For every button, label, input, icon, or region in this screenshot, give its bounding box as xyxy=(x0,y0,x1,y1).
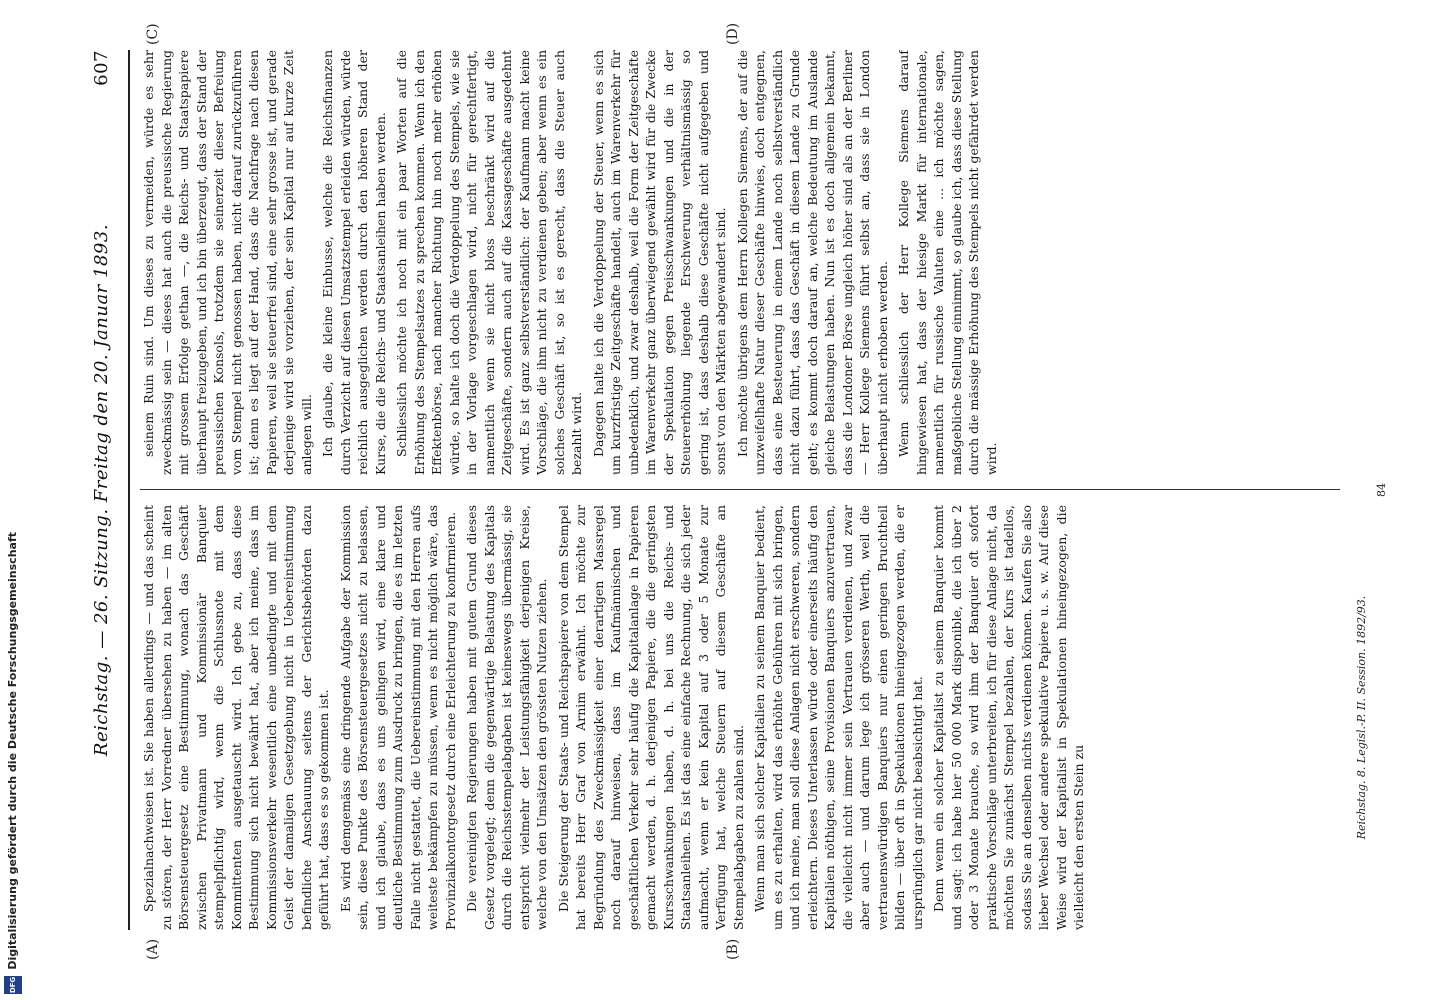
marker-d: (D) xyxy=(725,22,741,45)
paragraph: Dagegen halte ich die Verdoppelung der Steuer, wenn es sich um kurzfristige Zeitgeschäfte handelt, auch im Warenverkehr für unbedenklich, und zwar deshalb, weil die Form der Zeitgeschäfte im Warenverkehr ganz überwiegend gewählt wird für die Zwecke der Spekulation gegen Preisschwankungen und die in der Steuererhöhung liegende Erschwerung verhältnismässig so gering ist, dass deshalb diese Geschäfte nicht aufgegeben und sonst von den Märkten abgewandert sind. xyxy=(590,50,728,475)
signature-mark: 84 xyxy=(1375,483,1388,497)
digitisation-note xyxy=(0,0,26,1000)
paragraph: Es wird demgemäss eine dringende Aufgabe der Kommission sein, diese Punkte des Börsensteuergesetzes nicht zu belassen, und ich glaube, dass es uns gelingen wird, eine klare und deutliche Bestimmung zum Ausdruck zu bringen, die es im letzten Falle nicht gestattet, die Uebereinstimmung mit den Herren aufs weiteste bekämpfen zu müssen, wenn es nicht möglich wäre, das Provinzialkontorgesetz durch eine Erleichterung zu konfirmieren. xyxy=(337,505,458,930)
paragraph: Die Steigerung der Staats- und Reichspapiere von dem Stempel hat bereits Herr Graf von Arnim erwähnt. Ich möchte zur Begründung des Zweckmässigkeit einer derartigen Massregel noch darauf hinweisen, dass im Kaufmännischen und geschäftlichen Verkehr sehr häufig die Kapitalanlage in Papieren gemacht werden, d. h. derjenigen Papiere, die die geringsten Kursschwankungen haben, d. h. bei uns die Reichs- und Staatsanleihen. Es ist das eine einfache Rechnung, die sich jeder aufmacht, wenn er kein Kapital auf 3 oder 5 Monate zur Verfügung hat, welche Steuern auf diesem Geschäfte an Stempelabgaben zu zahlen sind. xyxy=(555,505,746,930)
marker-b: (B) xyxy=(725,938,741,960)
header-title: Reichstag. — 26. Sitzung. Freitag den 20. Januar 1893. xyxy=(90,223,112,757)
marker-a: (A) xyxy=(145,938,161,960)
paragraph: Spezialnachweisen ist. Sie haben allerdings — und das scheint zu stören, der Herr Vorredner übersehen zu haben — im alten Börsensteuergesetz eine Bestimmung, wonach das Geschäft zwischen Privatmann und Kommissionär Banquier stempelpflichtig wird, wenn die Schlussnote mit dem Kommittenten ausgetauscht wird. Ich gebe zu, dass diese Bestimmung sich nicht bewährt hat, aber ich meine, dass im Kommissionsverkehr wesentlich eine unbedingte und mit dem Geist der damaligen Gesetzgebung nicht in Uebereinstimmung befindliche Anschauung seitens der Gerichtsbehörden dazu geführt hat, dass es so gekommen ist. xyxy=(141,505,331,930)
paragraph: Die vereinigten Regierungen haben mit gutem Grund dieses Gesetz vorgelegt; denn die gegenwärtige Belastung des Kapitals durch die Reichsstempelabgaben ist keineswegs übermässig, sie entspricht vielmehr der Leistungsfähigkeit derjenigen Kreise, welche von den Umsätzen den grössten Nutzen ziehen. xyxy=(464,505,549,930)
paragraph: Ich möchte übrigens dem Herrn Kollegen Siemens, der auf die unzweifelhafte Natur dieser Geschäfte hinwies, doch entgegnen, dass eine Besteuerung in einem Lande noch selbstverständlich nicht dazu führt, dass das Geschäft in diesem Lande zu Grunde geht; es kommt doch darauf an, welche Bedeutung im Auslande gleiche Belastungen haben. Nun ist es doch allgemein bekannt, dass die Londoner Börse ungleich höher sind als an der Berliner — Herr Kollege Siemens führt selbst an, dass sie in London überhaupt nicht erhoben werden. xyxy=(734,50,890,475)
text-column-left xyxy=(140,505,1340,930)
header-rule xyxy=(128,50,130,930)
page-header xyxy=(80,50,122,930)
session-footnote: Reichstag. 8. Legisl.-P. II. Session. 1892/93. xyxy=(1355,595,1368,840)
text-column-right xyxy=(140,50,1340,475)
digitisation-text: Digitalisierung gefördert durch die Deutsche Forschungsgemeinschaft xyxy=(6,532,19,970)
paragraph: Wenn schliesslich der Herr Kollege Siemens darauf hingewiesen hat, dass der hiesige Markt für internationale, namentlich für russische Valuten eine ... ich möchte sagen, maßgebliche Stellung einnimmt, so glaube ich, dass diese Stellung durch die mässige Erhöhung des Stempels nicht gefährdet werden wird. xyxy=(896,50,999,475)
paragraph: Denn wenn ein solcher Kapitalist zu seinem Banquier kommt und sagt: ich habe hier 50 000 Mark disponible, die ich über 2 oder 3 Monate brauche, so wird ihm der Banquier oft sofort praktische Vorschläge unterbreiten, ich für diese Anlage nicht, da möchten Sie zunächst Stempel bezahlen, der Kurs ist tadellos, sodass Sie an denselben nichts verdienen können. Kaufen Sie also lieber Wechsel oder andere spekulative Papiere u. s. w. Auf diese Weise wird der Kapitalist in Spekulationen hineingezogen, die vielleicht den ersten Stein zu xyxy=(931,505,1086,930)
page-number: 607 xyxy=(90,50,112,86)
paragraph: Wenn man sich solcher Kapitalien zu seinem Banquier bedient, um es zu erhalten, wird das erhöhte Gebühren mit sich bringen, und ich meine, man soll diese Anlagen nicht erschweren, sondern erleichtern. Dieses Unterlassen würde oder einerseits häufig den Kapitalien nöthigen, seine Provisionen Banquiers anzuvertrauen, die vielleicht nicht immer sein Vertrauen verdienen, und zwar aber auch — und darum lege ich grösseren Werth, weil die vertrauenswürdigen Banquiers nur einen geringen Bruchtheil bilden — über oft in Spekulationen hineingezogen werden, die er ursprünglich gar nicht beabsichtigt hat. xyxy=(752,505,925,930)
marker-c: (C) xyxy=(145,23,161,45)
paragraph: Ich glaube, die kleine Einbusse, welche die Reichsfinanzen durch Verzicht auf diesen Umsatzstempel erleiden würden, würde reichlich ausgeglichen werden durch den höheren Stand der Kurse, die die Reichs- und Staatsanleihen haben werden. xyxy=(320,50,388,475)
paragraph: Schliesslich möchte ich noch mit ein paar Worten auf die Erhöhung des Stempelsatzes zu sprechen kommen. Wenn ich den Effektenbörse, nach mancher Richtung hin noch mehr erhöhen würde, so halte ich doch die Verdoppelung des Stempels, wie sie in der Vorlage vorgeschlagen wird, nicht für gerechtfertigt, namentlich wenn sie nicht bloss beschränkt wird auf die Zeitgeschäfte, sondern auch auf die Kassageschäfte ausgedehnt wird. Es ist ganz selbstverständlich: der Kaufmann macht keine Vorschläge, die ihm nicht zu verdienen geben; aber wenn es ein solches Geschäft ist, so ist es gerecht, dass die Steuer auch bezahlt wird. xyxy=(394,50,584,475)
paragraph: seinem Ruin sind. Um dieses zu vermeiden, würde es sehr zweckmässig sein — dieses hat auch die preussische Regierung mit grossem Erfolge gethan —, die Reichs- und Staatspapiere überhaupt freizugeben, und ich bin überzeugt, dass der Stand der preussischen Konsols, trotzdem sie seinerzeit dieser Befreiung vom Stempel nicht genossen haben, nicht darauf zurückzuführen ist; denn es liegt auf der Hand, dass die Nachfrage nach diesen Papieren, weil sie steuerfrei sind, eine sehr grosse ist, und gerade derjenige wird sie vorziehen, der sein Kapital nur auf kurze Zeit anlegen will. xyxy=(141,50,314,475)
dfg-logo: DFG xyxy=(4,976,22,994)
column-divider xyxy=(140,489,1340,490)
